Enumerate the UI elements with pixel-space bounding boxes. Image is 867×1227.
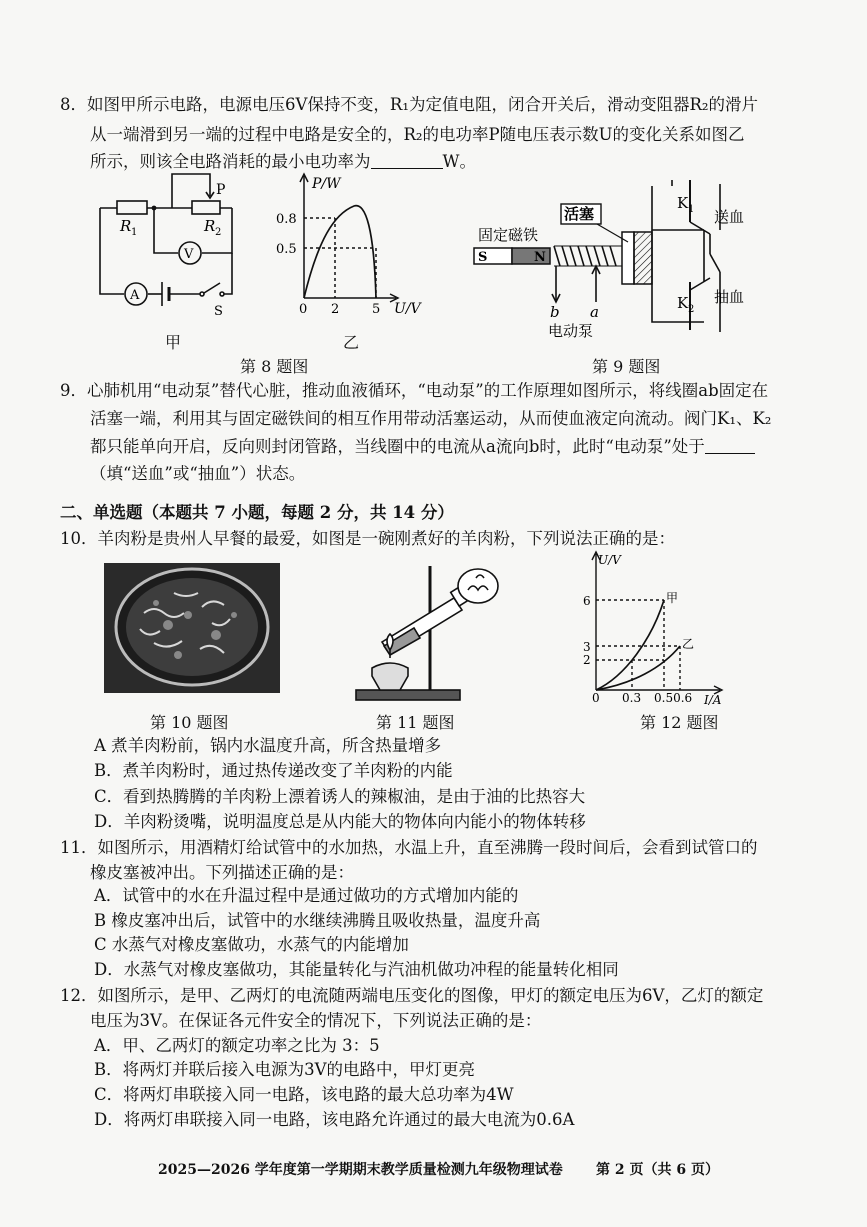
q11-option-a[interactable]: A．试管中的水在升温过程中是通过做功的方式增加内能的 bbox=[94, 886, 519, 905]
q12-xlabel: I/A bbox=[704, 693, 722, 707]
q12-option-a[interactable]: A．甲、乙两灯的额定功率之比为 3：5 bbox=[94, 1036, 380, 1055]
q12-option-c[interactable]: C．将两灯串联接入同一电路，该电路的最大总功率为4W bbox=[94, 1085, 514, 1104]
power-curve bbox=[304, 206, 376, 298]
tick-x-2: 2 bbox=[331, 302, 340, 317]
q8-unit: W。 bbox=[442, 152, 476, 171]
q8-line-1: 8．如图甲所示电路，电源电压6V保持不变，R₁为定值电阻，闭合开关后，滑动变阻器R₂的滑片 bbox=[60, 95, 758, 114]
lamp-jia-curve bbox=[596, 600, 664, 690]
q9-answer-blank[interactable] bbox=[705, 437, 755, 454]
r1-resistor bbox=[117, 201, 147, 214]
q10-noodle-bowl-photo bbox=[104, 563, 280, 693]
tick-y-05: 0.5 bbox=[276, 242, 297, 257]
section-2-heading: 二、单选题（本题共 7 小题，每题 2 分，共 14 分） bbox=[60, 503, 454, 522]
q8-power-graph bbox=[270, 170, 430, 320]
r2-resistor bbox=[192, 201, 220, 214]
q8-line-2: 从一端滑到另一端的过程中电路是安全的，R₂的电功率P随电压表示数U的变化关系如图乙 bbox=[90, 125, 745, 144]
k2-label: K bbox=[677, 294, 689, 312]
r1-label: R bbox=[120, 217, 132, 235]
q12-ui-graph bbox=[582, 548, 732, 710]
q8-caption: 第 8 题图 bbox=[240, 357, 309, 376]
q8-fig-yi-label: 乙 bbox=[343, 333, 360, 352]
q8-line-3-text: 所示，则该全电路消耗的最小电功率为 bbox=[90, 152, 371, 171]
q12-tick-y-3: 3 bbox=[583, 640, 591, 654]
q8-fig-jia-label: 甲 bbox=[165, 333, 182, 352]
q12-tick-y-6: 6 bbox=[583, 594, 591, 608]
q9-line-1: 9．心肺机用“电动泵”替代心脏，推动血液循环，“电动泵”的工作原理如图所示，将线圈ab固定在 bbox=[60, 381, 769, 400]
q12-tick-x-05-06: 0.50.6 bbox=[654, 691, 693, 705]
q12-tick-x-03: 0.3 bbox=[622, 691, 642, 705]
q9-line-3 bbox=[90, 436, 755, 458]
coil-end-a: a bbox=[590, 303, 599, 321]
s-pole-label: S bbox=[478, 250, 488, 265]
switch-label: S bbox=[214, 304, 223, 319]
send-blood-label: 送血 bbox=[714, 208, 745, 226]
q11-option-b[interactable]: B 橡皮塞冲出后，试管中的水继续沸腾且吸收热量，温度升高 bbox=[94, 911, 541, 930]
tick-y-08: 0.8 bbox=[276, 212, 297, 227]
magnet-label: 固定磁铁 bbox=[478, 226, 539, 244]
q9-line-4: （填“送血”或“抽血”）状态。 bbox=[90, 464, 306, 483]
q12-option-b[interactable]: B．将两灯并联后接入电源为3V的电路中，甲灯更亮 bbox=[94, 1060, 476, 1079]
q12-caption: 第 12 题图 bbox=[640, 713, 719, 732]
n-pole-label: N bbox=[534, 250, 546, 265]
q11-option-d[interactable]: D．水蒸气对橡皮塞做功，其能量转化与汽油机做功冲程的能量转化相同 bbox=[94, 960, 619, 979]
q11-stem-2: 橡皮塞被冲出。下列描述正确的是： bbox=[90, 863, 354, 882]
q12-jia-label: 甲 bbox=[666, 591, 679, 605]
q9-line-2: 活塞一端，利用其与固定磁铁间的相互作用带动活塞运动，从而使血液定向流动。阀门K₁、K₂ bbox=[90, 409, 772, 428]
ammeter-label: A bbox=[130, 288, 140, 303]
r2-sub: 2 bbox=[215, 227, 222, 238]
voltmeter-label: V bbox=[184, 247, 194, 262]
q11-option-c[interactable]: C 水蒸气对橡皮塞做功，水蒸气的内能增加 bbox=[94, 935, 409, 954]
q10-option-d[interactable]: D．羊肉粉烫嘴，说明温度总是从内能大的物体向内能小的物体转移 bbox=[94, 812, 586, 831]
tick-x-5: 5 bbox=[372, 302, 381, 317]
q10-stem: 10．羊肉粉是贵州人早餐的最爱，如图是一碗刚煮好的羊肉粉，下列说法正确的是： bbox=[60, 529, 675, 548]
k1-sub: 1 bbox=[688, 204, 695, 215]
q10-option-a[interactable]: A 煮羊肉粉前，锅内水温度升高，所含热量增多 bbox=[94, 736, 442, 755]
q12-option-d[interactable]: D．将两灯串联接入同一电路，该电路允许通过的最大电流为0.6A bbox=[94, 1110, 575, 1129]
q10-option-c[interactable]: C．看到热腾腾的羊肉粉上漂着诱人的辣椒油，是由于油的比热容大 bbox=[94, 787, 586, 806]
q12-stem-1: 12．如图所示，是甲、乙两灯的电流随两端电压变化的图像，甲灯的额定电压为6V，乙灯的额定 bbox=[60, 986, 764, 1005]
r2-label: R bbox=[204, 217, 216, 235]
draw-blood-label: 抽血 bbox=[714, 288, 745, 306]
footer-title: 2025—2026 学年度第一学期期末教学质量检测九年级物理试卷 bbox=[158, 1162, 563, 1178]
q12-stem-2: 电压为3V。在保证各元件安全的情况下，下列说法正确的是： bbox=[90, 1011, 542, 1030]
q11-stem-1: 11．如图所示，用酒精灯给试管中的水加热，水温上升，直至沸腾一段时间后，会看到试管口的 bbox=[60, 838, 758, 857]
pump-label: 电动泵 bbox=[548, 322, 594, 340]
graph-xlabel: U/V bbox=[394, 301, 421, 317]
piston-label: 活塞 bbox=[564, 205, 595, 223]
q12-tick-y-2: 2 bbox=[583, 653, 591, 667]
k2-sub: 2 bbox=[688, 304, 695, 315]
tick-x-0: 0 bbox=[299, 302, 308, 317]
q9-line-3-text: 都只能单向开启，反向则封闭管路，当线圈中的电流从a流向b时，此时“电动泵”处于 bbox=[90, 437, 705, 456]
q12-tick-x-0: 0 bbox=[592, 691, 600, 705]
q9-pump-diagram bbox=[472, 172, 772, 352]
graph-ylabel: P/W bbox=[312, 176, 341, 192]
r1-sub: 1 bbox=[131, 227, 138, 238]
q8-circuit-diagram bbox=[92, 170, 252, 320]
slider-p-label: P bbox=[216, 182, 226, 198]
q10-caption: 第 10 题图 bbox=[150, 713, 229, 732]
q10-option-b[interactable]: B．煮羊肉粉时，通过热传递改变了羊肉粉的内能 bbox=[94, 761, 453, 780]
q9-caption: 第 9 题图 bbox=[592, 357, 661, 376]
q12-yi-label: 乙 bbox=[682, 637, 695, 651]
footer-page-number: 第 2 页（共 6 页） bbox=[596, 1162, 719, 1178]
q8-answer-blank[interactable] bbox=[371, 152, 443, 169]
q11-test-tube-apparatus bbox=[350, 558, 500, 706]
q11-caption: 第 11 题图 bbox=[376, 713, 455, 732]
coil bbox=[552, 246, 622, 302]
q12-ylabel: U/V bbox=[598, 553, 621, 567]
k1-label: K bbox=[677, 194, 689, 212]
coil-end-b: b bbox=[550, 303, 560, 321]
